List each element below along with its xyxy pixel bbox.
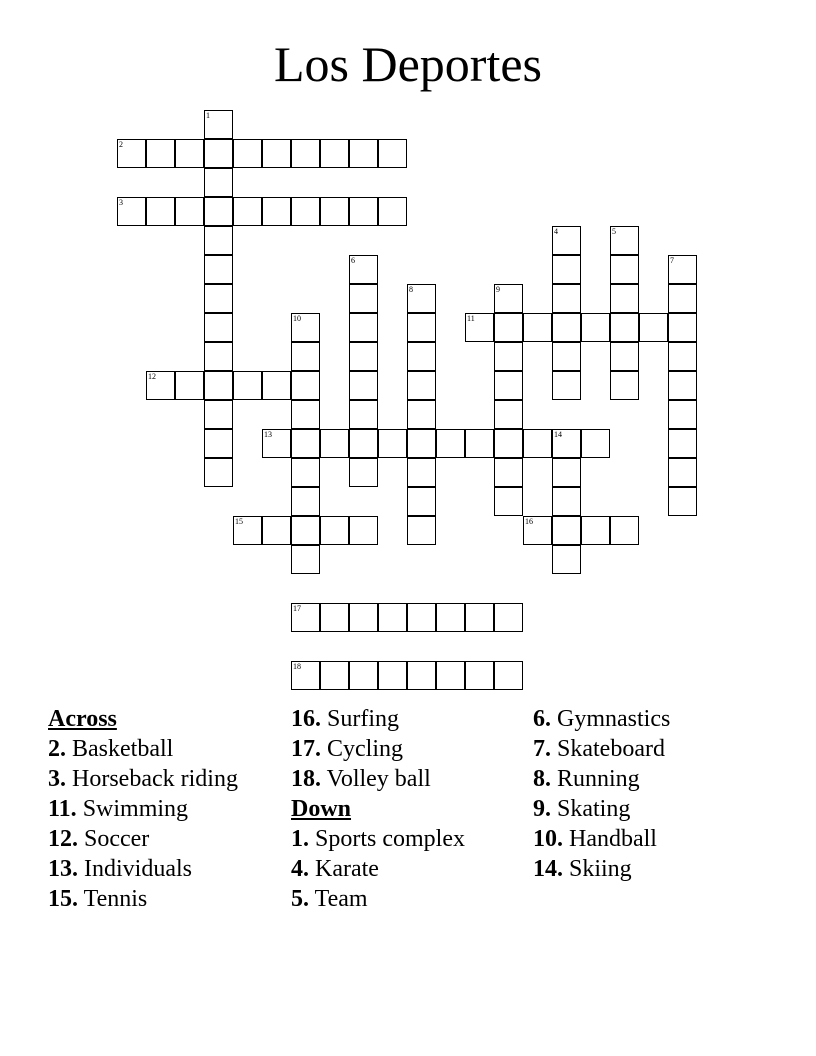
clue-number: 9	[496, 285, 500, 294]
grid-cell[interactable]	[523, 516, 552, 545]
clue-across-11: 11. Swimming	[48, 796, 189, 822]
grid-cell[interactable]	[494, 487, 523, 516]
grid-cell[interactable]	[407, 458, 436, 487]
clue-number: 13	[264, 430, 272, 439]
clue-down-7: 7. Skateboard	[533, 736, 665, 762]
grid-cell[interactable]	[668, 255, 697, 284]
clue-across-16: 16. Surfing	[291, 706, 399, 732]
grid-cell[interactable]	[668, 371, 697, 400]
grid-cell[interactable]	[204, 429, 233, 458]
grid-cell[interactable]	[523, 429, 552, 458]
grid-cell[interactable]	[407, 603, 436, 632]
grid-cell[interactable]	[494, 342, 523, 371]
grid-cell[interactable]	[552, 545, 581, 574]
grid-cell[interactable]	[262, 429, 291, 458]
grid-cell[interactable]	[668, 400, 697, 429]
grid-cell[interactable]	[610, 226, 639, 255]
grid-cell[interactable]	[436, 603, 465, 632]
grid-cell[interactable]	[291, 661, 320, 690]
clue-number: 8	[409, 285, 413, 294]
grid-cell[interactable]	[320, 429, 349, 458]
grid-cell[interactable]	[204, 168, 233, 197]
grid-cell[interactable]	[378, 197, 407, 226]
grid-cell[interactable]	[320, 139, 349, 168]
grid-cell[interactable]	[552, 255, 581, 284]
grid-cell[interactable]	[610, 371, 639, 400]
clue-down-1: 1. Sports complex	[291, 826, 465, 852]
grid-cell[interactable]	[552, 313, 581, 342]
grid-cell[interactable]	[552, 487, 581, 516]
clue-number: 5	[612, 227, 616, 236]
clue-across-13: 13. Individuals	[48, 856, 192, 882]
grid-cell[interactable]	[204, 458, 233, 487]
grid-cell[interactable]	[668, 284, 697, 313]
grid-cell[interactable]	[523, 313, 552, 342]
grid-cell[interactable]	[291, 139, 320, 168]
grid-cell[interactable]	[349, 516, 378, 545]
grid-cell[interactable]	[117, 139, 146, 168]
puzzle-title: Los Deportes	[274, 36, 542, 92]
grid-cell[interactable]	[407, 661, 436, 690]
clue-number: 15	[235, 517, 243, 526]
grid-cell[interactable]	[494, 458, 523, 487]
grid-cell[interactable]	[291, 516, 320, 545]
grid-cell[interactable]	[204, 313, 233, 342]
grid-cell[interactable]	[320, 516, 349, 545]
grid-cell[interactable]	[552, 458, 581, 487]
grid-cell[interactable]	[291, 313, 320, 342]
grid-cell[interactable]	[320, 661, 349, 690]
grid-cell[interactable]	[407, 371, 436, 400]
clue-across-12: 12. Soccer	[48, 826, 150, 852]
grid-cell[interactable]	[465, 313, 494, 342]
grid-cell[interactable]	[494, 661, 523, 690]
grid-cell[interactable]	[407, 516, 436, 545]
grid-cell[interactable]	[610, 284, 639, 313]
clue-down-4: 4. Karate	[291, 856, 379, 882]
grid-cell[interactable]	[349, 429, 378, 458]
grid-cell[interactable]	[262, 139, 291, 168]
grid-cell[interactable]	[378, 429, 407, 458]
clue-number: 16	[525, 517, 533, 526]
clue-across-2: 2. Basketball	[48, 736, 174, 762]
clue-across-3: 3. Horseback riding	[48, 766, 238, 792]
grid-cell[interactable]	[552, 284, 581, 313]
grid-cell[interactable]	[175, 197, 204, 226]
clue-column-2	[291, 704, 531, 914]
grid-cell[interactable]	[262, 516, 291, 545]
grid-cell[interactable]	[494, 603, 523, 632]
clue-number: 14	[554, 430, 562, 439]
grid-cell[interactable]	[349, 400, 378, 429]
grid-cell[interactable]	[378, 139, 407, 168]
clue-number: 7	[670, 256, 674, 265]
grid-cell[interactable]	[262, 371, 291, 400]
grid-cell[interactable]	[465, 661, 494, 690]
grid-cell[interactable]	[291, 197, 320, 226]
grid-cell[interactable]	[494, 400, 523, 429]
across-heading: Across	[48, 706, 117, 732]
clue-across-18: 18. Volley ball	[291, 766, 431, 792]
clue-down-9: 9. Skating	[533, 796, 631, 822]
grid-cell[interactable]	[465, 603, 494, 632]
grid-cell[interactable]	[407, 313, 436, 342]
grid-cell[interactable]	[378, 603, 407, 632]
grid-cell[interactable]	[552, 342, 581, 371]
grid-cell[interactable]	[349, 371, 378, 400]
grid-cell[interactable]	[291, 487, 320, 516]
clue-number: 11	[467, 314, 475, 323]
grid-cell[interactable]	[552, 429, 581, 458]
grid-cell[interactable]	[349, 139, 378, 168]
grid-cell[interactable]	[668, 429, 697, 458]
clue-column-1	[48, 704, 288, 914]
grid-cell[interactable]	[581, 516, 610, 545]
grid-cell[interactable]	[291, 458, 320, 487]
grid-cell[interactable]	[465, 429, 494, 458]
grid-cell[interactable]	[349, 255, 378, 284]
grid-cell[interactable]	[668, 342, 697, 371]
grid-cell[interactable]	[668, 487, 697, 516]
clue-down-6: 6. Gymnastics	[533, 706, 671, 732]
clue-number: 17	[293, 604, 301, 613]
grid-cell[interactable]	[349, 197, 378, 226]
clue-number: 12	[148, 372, 156, 381]
grid-cell[interactable]	[349, 313, 378, 342]
clue-down-8: 8. Running	[533, 766, 640, 792]
grid-cell[interactable]	[407, 487, 436, 516]
grid-cell[interactable]	[262, 197, 291, 226]
clue-number: 1	[206, 111, 210, 120]
grid-cell[interactable]	[610, 342, 639, 371]
grid-cell[interactable]	[494, 284, 523, 313]
grid-cell[interactable]	[291, 342, 320, 371]
grid-cell[interactable]	[610, 313, 639, 342]
grid-cell[interactable]	[581, 429, 610, 458]
clue-column-3	[533, 704, 773, 884]
grid-cell[interactable]	[407, 342, 436, 371]
grid-cell[interactable]	[436, 661, 465, 690]
clue-number: 3	[119, 198, 123, 207]
grid-cell[interactable]	[581, 313, 610, 342]
grid-cell[interactable]	[436, 429, 465, 458]
grid-cell[interactable]	[233, 516, 262, 545]
grid-cell[interactable]	[117, 197, 146, 226]
grid-cell[interactable]	[291, 371, 320, 400]
grid-cell[interactable]	[407, 284, 436, 313]
clue-across-17: 17. Cycling	[291, 736, 403, 762]
grid-cell[interactable]	[407, 429, 436, 458]
grid-cell[interactable]	[349, 342, 378, 371]
grid-cell[interactable]	[233, 139, 262, 168]
grid-cell[interactable]	[233, 197, 262, 226]
grid-cell[interactable]	[204, 197, 233, 226]
clue-number: 10	[293, 314, 301, 323]
grid-cell[interactable]	[204, 400, 233, 429]
clue-down-10: 10. Handball	[533, 826, 657, 852]
grid-cell[interactable]	[494, 371, 523, 400]
grid-cell[interactable]	[552, 516, 581, 545]
clue-number: 2	[119, 140, 123, 149]
grid-cell[interactable]	[204, 226, 233, 255]
grid-cell[interactable]	[291, 603, 320, 632]
grid-cell[interactable]	[349, 284, 378, 313]
grid-cell[interactable]	[407, 400, 436, 429]
grid-cell[interactable]	[204, 255, 233, 284]
grid-cell[interactable]	[552, 226, 581, 255]
down-heading: Down	[291, 796, 352, 822]
grid-cell[interactable]	[668, 313, 697, 342]
grid-cell[interactable]	[320, 603, 349, 632]
grid-cell[interactable]	[494, 429, 523, 458]
grid-cell[interactable]	[668, 458, 697, 487]
clue-number: 4	[554, 227, 558, 236]
grid-cell[interactable]	[552, 371, 581, 400]
grid-cell[interactable]	[320, 197, 349, 226]
clue-number: 6	[351, 256, 355, 265]
grid-cell[interactable]	[291, 400, 320, 429]
clue-down-5: 5. Team	[291, 886, 368, 912]
grid-cell[interactable]	[610, 516, 639, 545]
grid-cell[interactable]	[175, 371, 204, 400]
grid-cell[interactable]	[291, 429, 320, 458]
clue-number: 18	[293, 662, 301, 671]
grid-cell[interactable]	[204, 110, 233, 139]
grid-cell[interactable]	[204, 342, 233, 371]
grid-cell[interactable]	[291, 545, 320, 574]
clue-across-15: 15. Tennis	[48, 886, 148, 912]
grid-cell[interactable]	[349, 458, 378, 487]
grid-cell[interactable]	[204, 284, 233, 313]
grid-cell[interactable]	[349, 603, 378, 632]
grid-cell[interactable]	[378, 661, 407, 690]
grid-cell[interactable]	[175, 139, 204, 168]
grid-cell[interactable]	[204, 139, 233, 168]
grid-cell[interactable]	[146, 197, 175, 226]
grid-cell[interactable]	[639, 313, 668, 342]
grid-cell[interactable]	[204, 371, 233, 400]
grid-cell[interactable]	[146, 139, 175, 168]
grid-cell[interactable]	[494, 313, 523, 342]
clue-down-14: 14. Skiing	[533, 856, 632, 882]
grid-cell[interactable]	[233, 371, 262, 400]
grid-cell[interactable]	[610, 255, 639, 284]
grid-cell[interactable]	[349, 661, 378, 690]
grid-cell[interactable]	[146, 371, 175, 400]
